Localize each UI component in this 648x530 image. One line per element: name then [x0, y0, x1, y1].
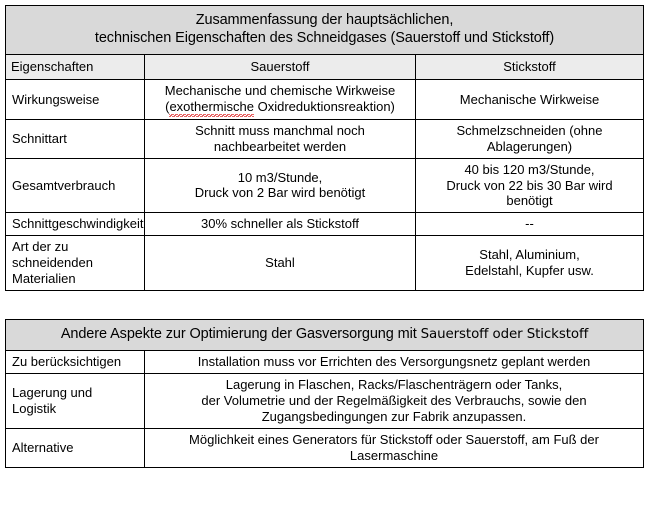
cell-line-with-spellcheck: (exothermische Oxidreduktionsreaktion) — [165, 99, 395, 115]
cell-line: Ablagerungen) — [486, 138, 573, 154]
cell-schnittart-stickstoff — [416, 119, 644, 158]
row-label-materialien: Art der zu schneidenden Materialien — [6, 236, 145, 291]
cell-line: Schmelzschneiden (ohne — [456, 122, 603, 138]
cell-lagerung-logistik-value — [145, 374, 644, 429]
cell-zu-beruecksichtigen-value — [145, 351, 644, 374]
table-row — [6, 351, 644, 374]
cell-line: Lasermaschine — [349, 447, 439, 463]
column-header-eigenschaften: Eigenschaften — [6, 55, 145, 80]
cell-line: Mechanische Wirkweise — [459, 91, 600, 107]
cell-line: Stahl, Aluminium, — [479, 247, 580, 263]
table1-title-line2: technischen Eigenschaften des Schneidgases (Sauerstoff und Stickstoff) — [94, 29, 555, 46]
table2-title-main: Andere Aspekte zur Optimierung der Gasversorgung mit — [60, 325, 421, 342]
cell-line: -- — [525, 216, 534, 232]
table-spacer — [5, 291, 643, 319]
cell-line: Möglichkeit eines Generators für Stickstoff oder Sauerstoff, am Fuß der — [189, 431, 599, 447]
cutting-gas-properties-table — [5, 5, 644, 291]
gas-supply-optimization-table — [5, 319, 644, 468]
table1-title-line1: Zusammenfassung der hauptsächlichen, — [195, 12, 454, 28]
cell-schnittgeschwindigkeit-stickstoff — [416, 213, 644, 236]
cell-line: Schnitt muss manchmal noch — [195, 122, 365, 138]
cell-line: Installation muss vor Errichten des Versorgungsnetz geplant werden — [197, 354, 591, 370]
table1-header-row — [6, 55, 644, 80]
cell-line: Stahl — [265, 254, 295, 270]
table2-title-row — [6, 319, 644, 351]
cell-materialien-sauerstoff — [145, 236, 416, 291]
cell-line: der Volumetrie und der Regelmäßigkeit des Verbrauchs, sowie den — [201, 393, 587, 409]
document-sheet — [5, 5, 643, 468]
table2-title-line — [12, 326, 637, 344]
row-label-lagerung-logistik: Lagerung und Logistik — [6, 374, 145, 429]
table-row — [6, 374, 644, 429]
table-row — [6, 158, 644, 213]
table1-title — [6, 6, 644, 55]
row-label-gesamtverbrauch: Gesamtverbrauch — [6, 158, 145, 213]
cell-line: Druck von 2 Bar wird benötigt — [194, 185, 366, 201]
cell-schnittgeschwindigkeit-sauerstoff — [145, 213, 416, 236]
table-row — [6, 236, 644, 291]
cell-line: nachbearbeitet werden — [213, 138, 347, 154]
cell-line: 40 bis 120 m3/Stunde, — [464, 161, 595, 177]
cell-gesamtverbrauch-stickstoff — [416, 158, 644, 213]
column-header-sauerstoff: Sauerstoff — [145, 55, 416, 80]
cell-line: 30% schneller als Stickstoff — [201, 216, 359, 232]
cell-wirkungsweise-sauerstoff — [145, 80, 416, 120]
cell-line: Lagerung in Flaschen, Racks/Flaschenträgern oder Tanks, — [225, 377, 563, 393]
row-label-schnittgeschwindigkeit: Schnittgeschwindigkeit — [6, 213, 145, 236]
cell-line: benötigt — [506, 193, 553, 209]
cell-line: Edelstahl, Kupfer usw. — [465, 262, 594, 278]
row-label-wirkungsweise: Wirkungsweise — [6, 80, 145, 120]
cell-line: Druck von 22 bis 30 Bar wird — [446, 177, 613, 193]
table-row — [6, 119, 644, 158]
cell-schnittart-sauerstoff — [145, 119, 416, 158]
row-label-zu-beruecksichtigen: Zu berücksichtigen — [6, 351, 145, 374]
table-row — [6, 428, 644, 467]
table-row — [6, 213, 644, 236]
row-label-alternative: Alternative — [6, 428, 145, 467]
row-label-schnittart: Schnittart — [6, 119, 145, 158]
cell-gesamtverbrauch-sauerstoff — [145, 158, 416, 213]
table-row — [6, 80, 644, 120]
table1-title-row — [6, 6, 644, 55]
cell-line: Zugangsbedingungen zur Fabrik anzupassen. — [261, 408, 527, 424]
table2-title — [6, 319, 644, 351]
cell-line: Mechanische und chemische Wirkweise — [164, 83, 396, 99]
cell-materialien-stickstoff — [416, 236, 644, 291]
spellcheck-word: exothermische — [169, 99, 254, 115]
cell-line: 10 m3/Stunde, — [237, 169, 323, 185]
cell-wirkungsweise-stickstoff — [416, 80, 644, 120]
column-header-stickstoff: Stickstoff — [416, 55, 644, 80]
cell-alternative-value — [145, 428, 644, 467]
table2-title-tail: Sauerstoff oder Stickstoff — [420, 326, 589, 342]
